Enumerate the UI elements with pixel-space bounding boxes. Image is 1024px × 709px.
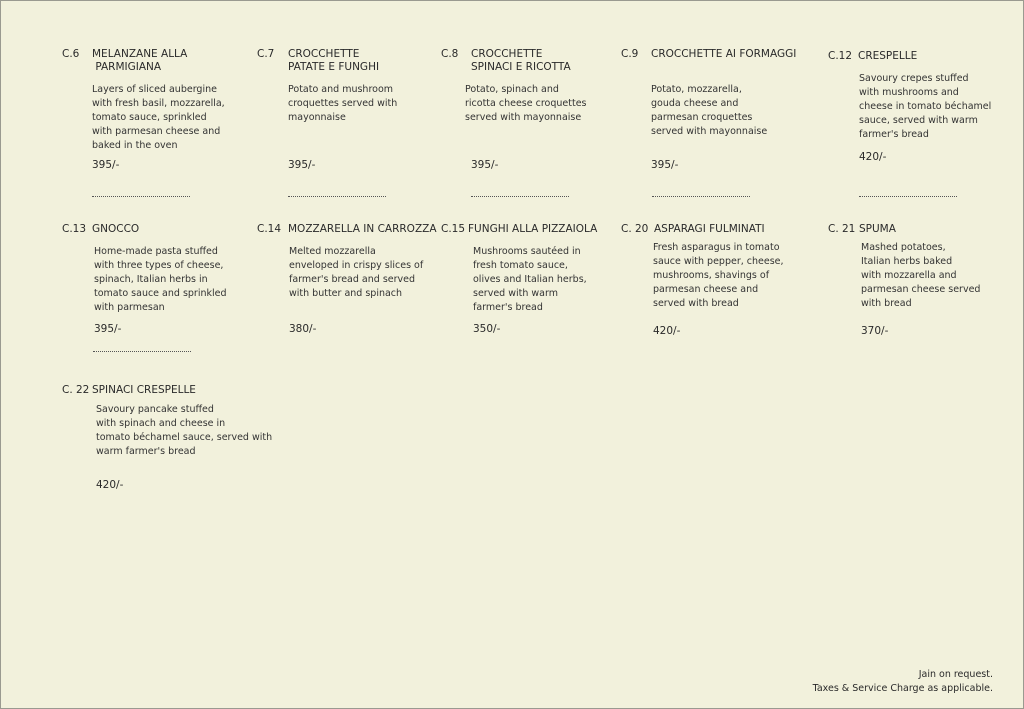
item-price: 395/- [94, 323, 122, 335]
item-code: C.9 [621, 48, 639, 60]
item-name: SPINACI CRESPELLE [92, 384, 196, 396]
item-price: 420/- [96, 479, 124, 491]
item-name: ASPARAGI FULMINATI [654, 223, 765, 235]
item-price: 380/- [289, 323, 317, 335]
separator-line [288, 196, 386, 197]
item-code: C.7 [257, 48, 275, 60]
item-code: C.12 [828, 50, 853, 62]
item-name: CROCCHETTE SPINACI E RICOTTA [471, 48, 571, 73]
item-code: C.13 [62, 223, 87, 235]
item-code: C.15 [441, 223, 466, 235]
separator-line [471, 196, 569, 197]
item-description: Melted mozzarella enveloped in crispy slices of farmer's bread and served with butter and spinach [289, 246, 424, 299]
footer-tax-note: Taxes & Service Charge as applicable. [812, 683, 993, 694]
item-price: 370/- [861, 325, 889, 337]
separator-line [92, 196, 190, 197]
item-name: FUNGHI ALLA PIZZAIOLA [468, 223, 598, 235]
item-description: Layers of sliced aubergine with fresh basil, mozzarella, tomato sauce, sprinkled with parmesan cheese and baked in the oven [92, 84, 225, 151]
item-price: 350/- [473, 323, 501, 335]
item-description: Mushrooms sautéed in fresh tomato sauce, olives and Italian herbs, served with warm farmer's bread [473, 246, 587, 313]
item-price: 420/- [859, 151, 887, 163]
item-description: Savoury pancake stuffed with spinach and cheese in tomato béchamel sauce, served with warm farmer's bread [96, 404, 273, 457]
item-description: Potato, spinach and ricotta cheese croquettes served with mayonnaise [465, 84, 587, 123]
item-description: Potato and mushroom croquettes served with mayonnaise [288, 84, 398, 123]
item-price: 395/- [471, 159, 499, 171]
item-name: CROCCHETTE PATATE E FUNGHI [288, 48, 380, 73]
item-code: C.8 [441, 48, 459, 60]
item-name: SPUMA [859, 223, 896, 235]
item-price: 395/- [651, 159, 679, 171]
item-code: C. 20 [621, 223, 649, 235]
item-name: CROCCHETTE AI FORMAGGI [651, 48, 797, 60]
item-code: C.14 [257, 223, 282, 235]
item-name: GNOCCO [92, 223, 140, 235]
item-code: C. 21 [828, 223, 856, 235]
item-description: Potato, mozzarella, gouda cheese and parmesan croquettes served with mayonnaise [651, 84, 768, 137]
footer-jain-note: Jain on request. [918, 669, 993, 680]
item-name: MOZZARELLA IN CARROZZA [288, 223, 437, 235]
item-description: Fresh asparagus in tomato sauce with pepper, cheese, mushrooms, shavings of parmesan cheese and served with bread [653, 242, 784, 309]
separator-line [652, 196, 750, 197]
item-name: CRESPELLE [858, 50, 918, 62]
item-price: 420/- [653, 325, 681, 337]
item-description: Mashed potatoes, Italian herbs baked with mozzarella and parmesan cheese served with bread [861, 242, 981, 309]
item-code: C.6 [62, 48, 80, 60]
item-code: C. 22 [62, 384, 90, 396]
separator-line [93, 351, 191, 352]
item-description: Savoury crepes stuffed with mushrooms and cheese in tomato béchamel sauce, served with warm farmer's bread [859, 73, 992, 140]
item-name: MELANZANE ALLA PARMIGIANA [92, 48, 188, 73]
item-price: 395/- [288, 159, 316, 171]
separator-line [859, 196, 957, 197]
item-price: 395/- [92, 159, 120, 171]
item-description: Home-made pasta stuffed with three types of cheese, spinach, Italian herbs in tomato sauce and sprinkled with parmesan [94, 246, 227, 313]
